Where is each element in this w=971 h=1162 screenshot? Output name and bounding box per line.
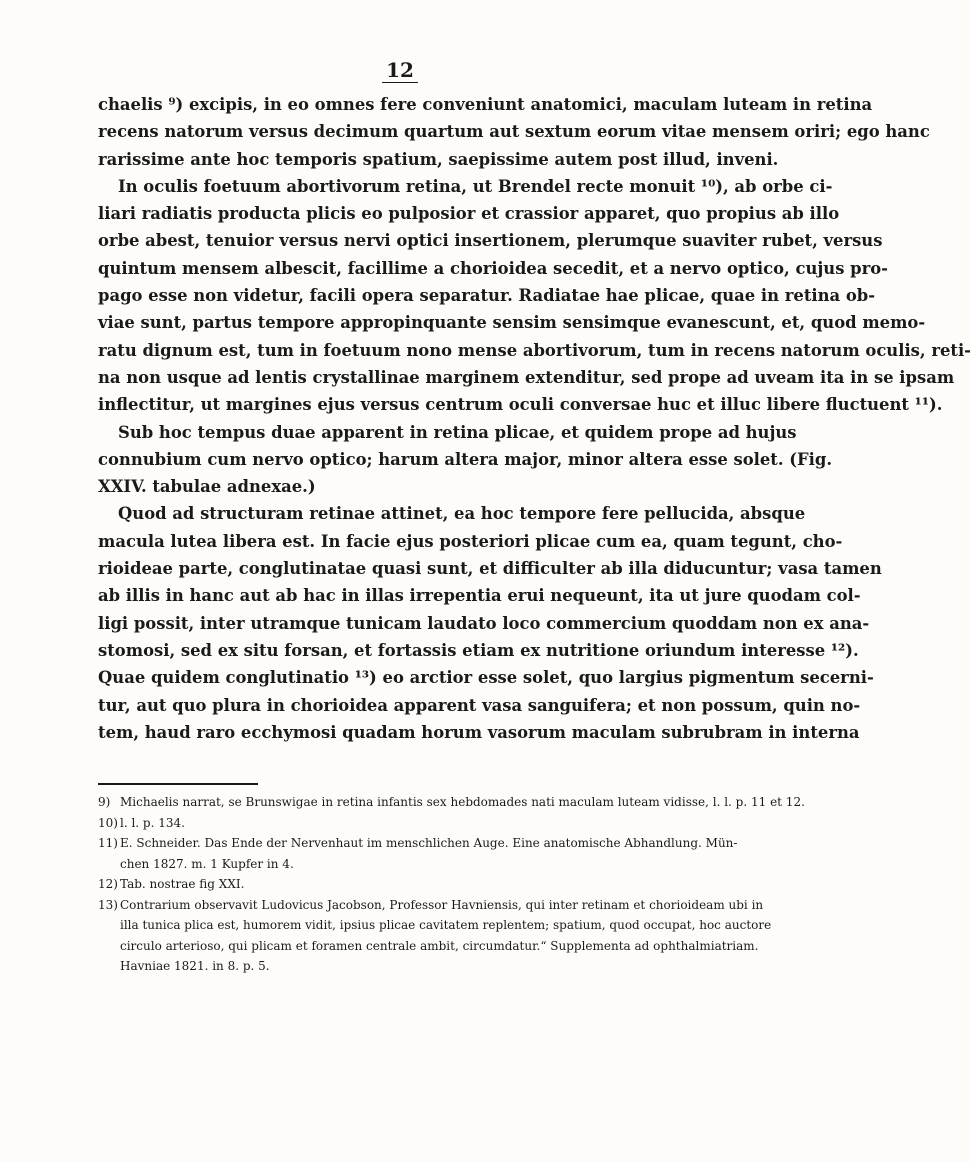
- footnote-line: [98, 956, 728, 977]
- footnote-text: circulo arterioso, qui plicam et foramen centrale ambit, circumdatur.“ Supplementa ad ophthalmiatriam.: [120, 938, 759, 953]
- footnote-text: illa tunica plica est, humorem vidit, ipsius plicae cavitatem replentem; spatium, quod occupat, hoc auctore: [120, 918, 772, 932]
- footnote-text: Tab. nostrae fig XXI.: [120, 877, 245, 891]
- text-line: liari radiatis producta plicis eo pulposior et crassior apparet, quo propius ab illo: [98, 204, 840, 224]
- footnote-line: [98, 833, 738, 854]
- footnote-number: 11): [98, 836, 118, 850]
- footnote-text: Michaelis narrat, se Brunswigae in retina infantis sex hebdomades nati maculam luteam vidisse, l. l. p. 11 et 12.: [120, 795, 805, 809]
- text-line: viae sunt, partus tempore appropinquante sensim sensimque evanescunt, et, quod memo-: [98, 313, 926, 333]
- text-line: ab illis in hanc aut ab hac in illas irrepentia erui nequeunt, ita ut jure quodam col-: [98, 586, 861, 606]
- text-line: inflectitur, ut margines ejus versus centrum oculi conversae huc et illuc libere fluctuent ¹¹).: [98, 395, 943, 415]
- footnote-text: Havniae 1821. in 8. p. 5.: [120, 959, 270, 973]
- text-line: chaelis ⁹) excipis, in eo omnes fere conveniunt anatomici, maculam luteam in retina: [98, 95, 873, 114]
- footnote-divider: [98, 783, 258, 785]
- footnote-text: E. Schneider. Das Ende der Nervenhaut im menschlichen Auge. Eine anatomische Abhandlung. Mün-: [120, 836, 738, 850]
- footnote-line: [98, 813, 728, 834]
- text-line: orbe abest, tenuior versus nervi optici insertionem, plerumque suaviter rubet, versus: [98, 231, 883, 251]
- text-line: In oculis foetuum abortivorum retina, ut Brendel recte monuit ¹⁰), ab orbe ci-: [118, 176, 833, 196]
- text-line: connubium cum nervo optico; harum altera major, minor altera esse solet. (Fig.: [98, 449, 833, 469]
- text-line: pago esse non videtur, facili opera separatur. Radiatae hae plicae, quae in retina ob-: [98, 286, 876, 306]
- text-line: na non usque ad lentis crystallinae marginem extenditur, sed prope ad uveam ita in se ipsam: [98, 367, 955, 387]
- footnote-line: [98, 915, 772, 936]
- footnote-text: l. l. p. 134.: [120, 815, 185, 830]
- text-line: rioideae parte, conglutinatae quasi sunt, et difficulter ab illa diducuntur; vasa tamen: [98, 559, 882, 579]
- text-line: quintum mensem albescit, facillime a chorioidea secedit, et a nervo optico, cujus pro-: [98, 258, 888, 278]
- text-line: Quae quidem conglutinatio ¹³) eo arctior esse solet, quo largius pigmentum secerni-: [98, 668, 874, 688]
- text-line: ligi possit, inter utramque tunicam laudato loco commercium quoddam non ex ana-: [98, 613, 870, 633]
- footnote-line: [98, 792, 805, 813]
- footnote-line: [98, 936, 759, 957]
- text-line: ratu dignum est, tum in foetuum nono mense abortivorum, tum in recens natorum oculis, reti-: [98, 340, 971, 360]
- page-number: 12: [0, 58, 800, 82]
- text-line: recens natorum versus decimum quartum aut sextum eorum vitae mensem oriri; ego hanc: [98, 122, 930, 142]
- footnote-number: 10): [98, 815, 118, 830]
- footnote-line: [98, 874, 728, 895]
- footnote-text: chen 1827. m. 1 Kupfer in 4.: [120, 856, 294, 871]
- text-line: tur, aut quo plura in chorioidea apparent vasa sanguifera; et non possum, quin no-: [98, 695, 861, 715]
- footnote-number: 12): [98, 877, 118, 891]
- footnote-number: 9): [98, 795, 111, 809]
- footnote-line: [98, 895, 764, 916]
- text-line: Quod ad structuram retinae attinet, ea hoc tempore fere pellucida, absque: [118, 504, 806, 524]
- text-line: macula lutea libera est. In facie ejus posteriori plicae cum ea, quam tegunt, cho-: [98, 531, 843, 551]
- text-line: rarissime ante hoc temporis spatium, saepissime autem post illud, inveni.: [98, 149, 779, 169]
- body-text: [98, 91, 971, 746]
- text-line: stomosi, sed ex situ forsan, et fortassis etiam ex nutritione oriundum interesse ¹²).: [98, 640, 859, 660]
- footnotes: [98, 792, 805, 977]
- footnote-text: Contrarium observavit Ludovicus Jacobson, Professor Havniensis, qui inter retinam et chorioideam ubi in: [120, 897, 764, 912]
- footnote-number: 13): [98, 897, 118, 912]
- text-line: Sub hoc tempus duae apparent in retina plicae, et quidem prope ad hujus: [118, 422, 797, 442]
- footnote-line: [98, 854, 728, 875]
- text-line: XXIV. tabulae adnexae.): [98, 477, 316, 497]
- text-line: tem, haud raro ecchymosi quadam horum vasorum maculam subrubram in interna: [98, 722, 860, 742]
